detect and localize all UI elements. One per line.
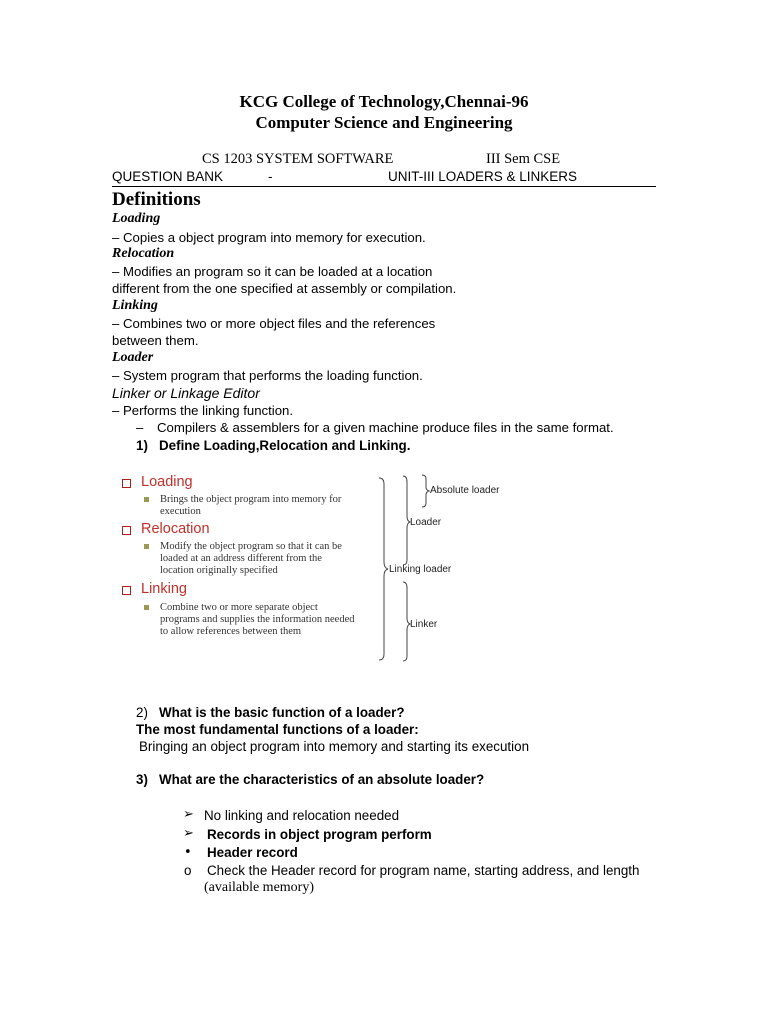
label-linker: Linker	[410, 619, 438, 630]
list-item-continuation: (available memory)	[204, 880, 315, 895]
label-absolute-loader: Absolute loader	[430, 485, 500, 496]
round-bullet-icon: •	[184, 845, 192, 860]
q3-question: What are the characteristics of an absolute loader?	[159, 772, 485, 787]
q3-number: 3)	[136, 772, 148, 787]
q2-subheading: The most fundamental functions of a loader:	[136, 722, 419, 737]
term-loader: Loader	[112, 350, 154, 365]
figure-text: execution	[160, 506, 201, 517]
list-item: Header record	[207, 845, 298, 860]
figure-text: Modify the object program so that it can be	[160, 541, 342, 552]
def-linking-line: between them.	[112, 333, 199, 348]
definitions-note: Compilers & assemblers for a given machine produce files in the same format.	[157, 420, 614, 435]
list-item: Records in object program perform	[207, 827, 432, 842]
header-divider	[112, 186, 656, 187]
small-bullet-icon	[144, 497, 149, 502]
q2-number: 2)	[136, 705, 148, 720]
q1-question: Define Loading,Relocation and Linking.	[159, 438, 411, 453]
department-title: Computer Science and Engineering	[255, 113, 513, 132]
term-linker: Linker or Linkage Editor	[112, 385, 260, 401]
brace-linker	[403, 582, 410, 661]
term-loading: Loading	[112, 211, 161, 226]
label-loader: Loader	[410, 517, 442, 528]
q2-question: What is the basic function of a loader?	[159, 705, 405, 720]
brace-linking-loader	[379, 478, 388, 660]
def-loader-line: – System program that performs the loading function.	[112, 368, 423, 383]
q2-answer: Bringing an object program into memory and starting its execution	[139, 739, 530, 754]
brace-absolute-loader	[422, 475, 429, 507]
circle-bullet-icon: o	[184, 863, 192, 878]
figure-text: Combine two or more separate object	[160, 602, 318, 613]
arrow-bullet-icon: ➢	[183, 807, 194, 822]
header-dash: -	[268, 169, 273, 184]
list-item: Check the Header record for program name, starting address, and length	[207, 863, 640, 878]
figure-heading-linking: Linking	[141, 581, 187, 597]
question-bank-label: QUESTION BANK	[112, 169, 224, 184]
q1-number: 1)	[136, 438, 148, 453]
small-bullet-icon	[144, 605, 149, 610]
figure-text: Brings the object program into memory for	[160, 494, 342, 505]
label-linking-loader: Linking loader	[389, 564, 452, 575]
square-bullet-icon	[122, 586, 131, 595]
figure-heading-relocation: Relocation	[141, 521, 210, 537]
college-title: KCG College of Technology,Chennai-96	[239, 92, 529, 111]
figure-text: to allow references between them	[160, 626, 302, 637]
square-bullet-icon	[122, 526, 131, 535]
figure-text: loaded at an address different from the	[160, 553, 322, 564]
figure-heading-loading: Loading	[141, 474, 193, 490]
definitions-heading: Definitions	[112, 189, 201, 210]
unit-label: UNIT-III LOADERS & LINKERS	[388, 169, 578, 184]
note-dash: –	[136, 420, 144, 435]
def-linker-line: – Performs the linking function.	[112, 403, 294, 418]
course-title: CS 1203 SYSTEM SOFTWARE	[202, 151, 394, 167]
semester-label: III Sem CSE	[486, 151, 561, 167]
def-relocation-line: different from the one specified at assembly or compilation.	[112, 281, 457, 296]
def-linking-line: – Combines two or more object files and the references	[112, 316, 436, 331]
square-bullet-icon	[122, 479, 131, 488]
figure-text: programs and supplies the information needed	[160, 614, 355, 625]
term-relocation: Relocation	[112, 246, 175, 261]
def-relocation-line: – Modifies an program so it can be loaded at a location	[112, 264, 433, 279]
figure-text: location originally specified	[160, 565, 278, 576]
def-loading-line: – Copies a object program into memory for execution.	[112, 230, 426, 245]
brace-loader	[403, 476, 410, 565]
small-bullet-icon	[144, 544, 149, 549]
list-item: No linking and relocation needed	[204, 808, 400, 823]
term-linking: Linking	[112, 298, 158, 313]
arrow-bullet-icon: ➢	[183, 826, 194, 841]
